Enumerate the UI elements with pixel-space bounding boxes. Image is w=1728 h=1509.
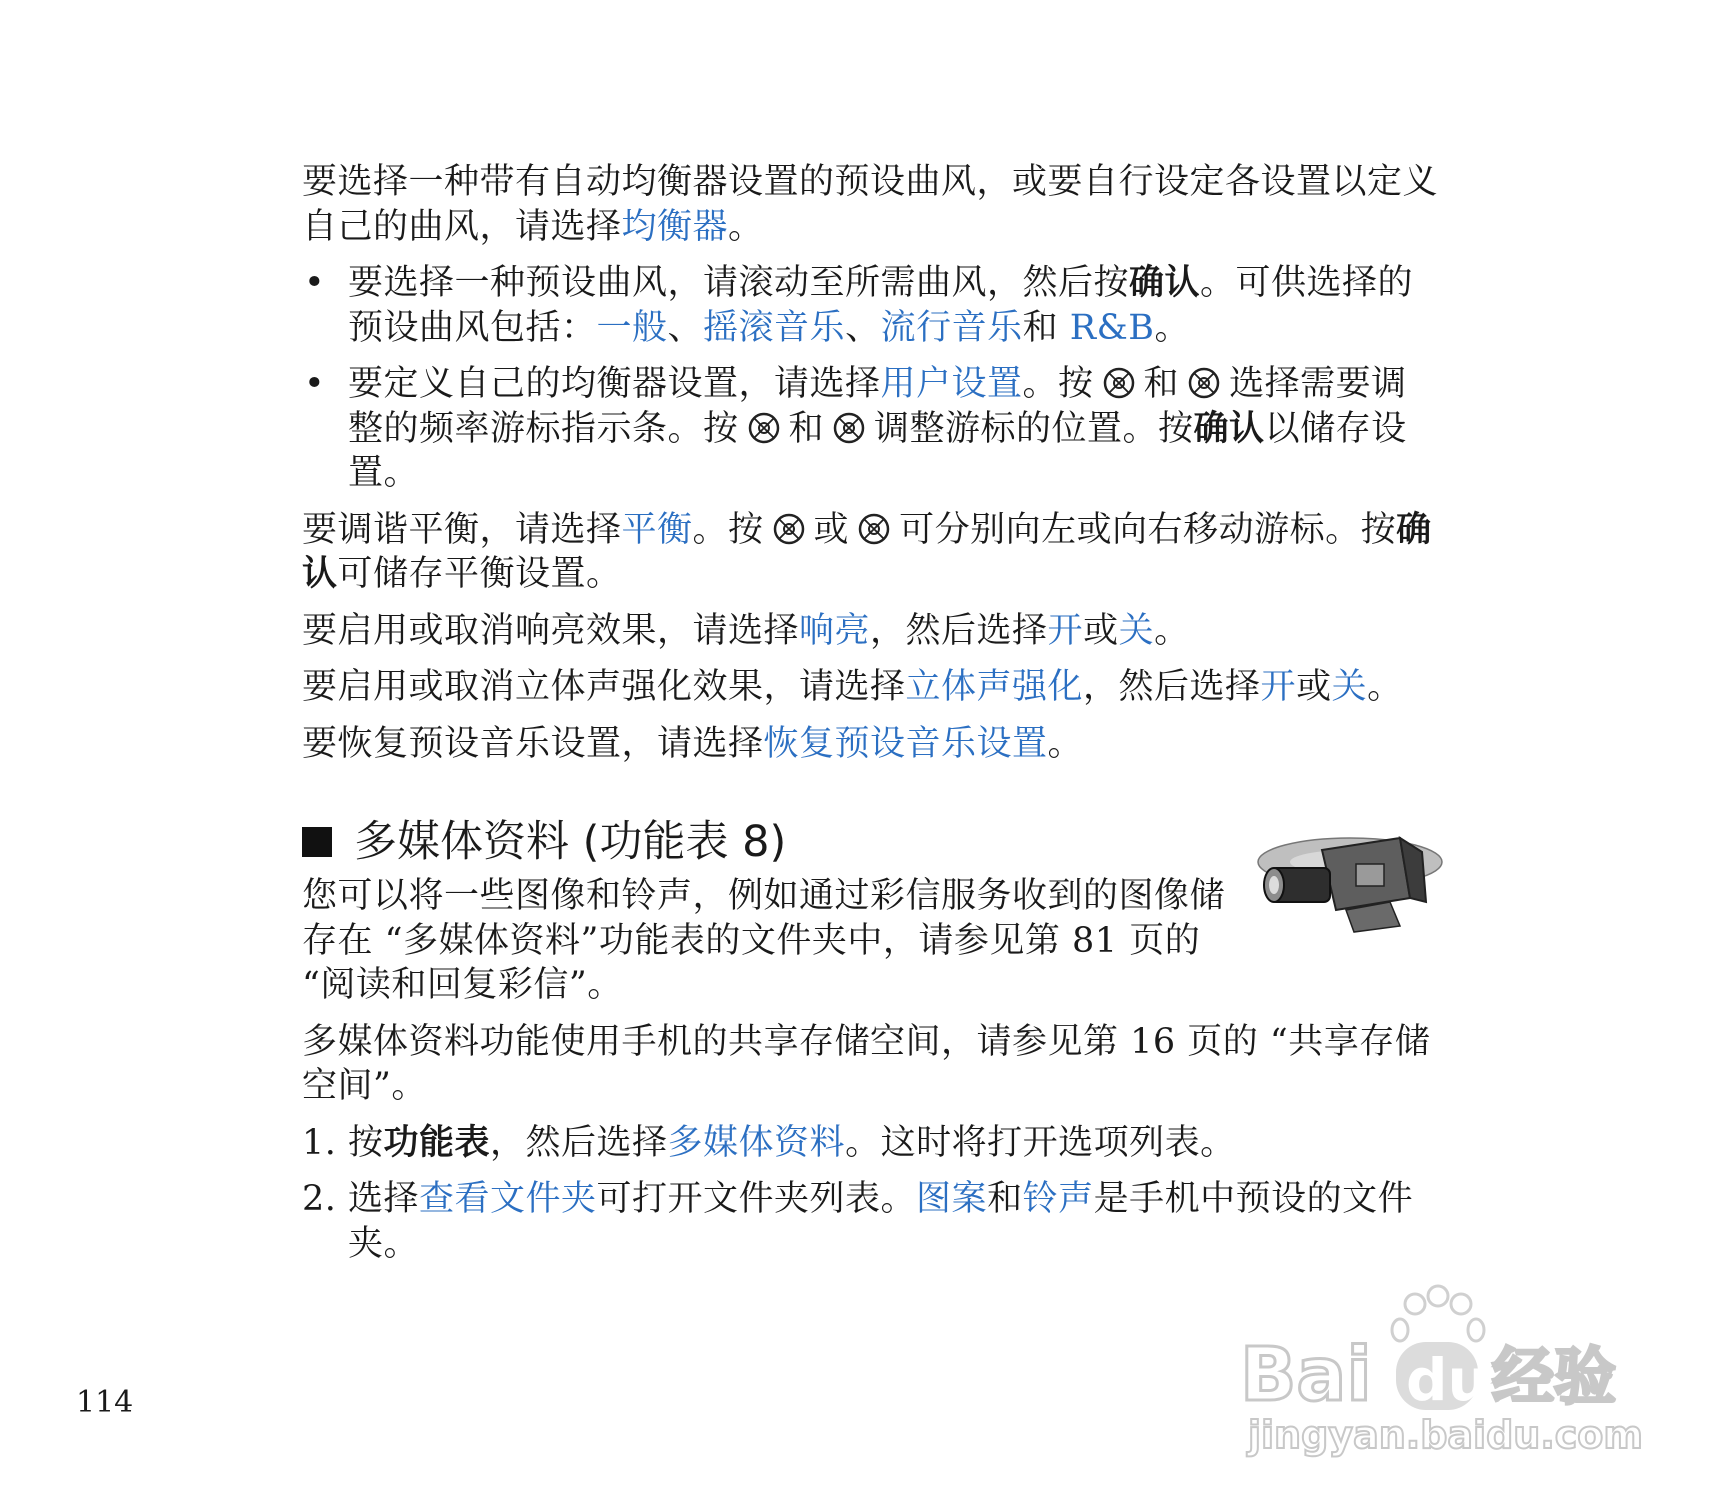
list-item xyxy=(302,261,1442,350)
text: 可储存平衡设置。 xyxy=(337,554,622,594)
text: 以储存设置。 xyxy=(348,408,1407,493)
text: 是手机中预设的文件夹。 xyxy=(348,1179,1414,1264)
text: 或 xyxy=(1296,667,1332,707)
text: 要选择一种带有自动均衡器设置的预设曲风，或要自行设定各设置以定义自己的曲风，请选择 xyxy=(302,162,1439,247)
text: ，然后选择 xyxy=(490,1122,668,1163)
text: 和 xyxy=(1143,364,1180,404)
view-folders-link[interactable]: 查看文件夹 xyxy=(419,1179,597,1219)
svg-text:du: du xyxy=(1406,1346,1489,1414)
text: 。可供选择的预设曲风包括： xyxy=(348,263,1414,348)
confirm-key-label: 确认 xyxy=(302,509,1432,594)
list-item xyxy=(302,1177,1442,1266)
text: 要启用或取消立体声强化效果，请选择 xyxy=(302,667,906,707)
equalizer-options-list xyxy=(302,261,1442,496)
equalizer-link[interactable]: 均衡器 xyxy=(621,206,729,247)
text: 要选择一种预设曲风，请滚动至所需曲风，然后按 xyxy=(348,263,1130,303)
text: ，然后选择 xyxy=(870,610,1048,651)
baidu-jingyan-watermark xyxy=(1230,1282,1650,1462)
text: 和 xyxy=(1022,307,1070,348)
navigation-key-icon xyxy=(832,411,866,445)
shared-memory-paragraph: 多媒体资料功能使用手机的共享存储空间，请参见第 16 页的 “共享存储空间”。 xyxy=(302,1021,1431,1106)
text: 要定义自己的均衡器设置，请选择 xyxy=(348,364,881,404)
text: 。 xyxy=(1047,723,1084,764)
equalizer-paragraph xyxy=(302,160,1442,249)
list-item xyxy=(302,362,1442,496)
gallery-link[interactable]: 多媒体资料 xyxy=(667,1122,846,1163)
preset-general-link[interactable]: 一般 xyxy=(596,307,668,348)
preset-pop-link[interactable]: 流行音乐 xyxy=(880,307,1023,348)
text: 和 xyxy=(987,1179,1023,1219)
page-content xyxy=(302,160,1442,1278)
text: 可分别向左或向右移动游标。按 xyxy=(899,509,1397,550)
text: 。 xyxy=(1154,307,1190,348)
text: ，然后选择 xyxy=(1083,667,1261,707)
balance-paragraph xyxy=(302,508,1442,597)
stereo-widening-link[interactable]: 立体声强化 xyxy=(905,667,1084,707)
preset-rock-link[interactable]: 摇滚音乐 xyxy=(703,307,846,348)
svg-text:Bai: Bai xyxy=(1240,1332,1372,1418)
tones-folder-link[interactable]: 铃声 xyxy=(1022,1179,1094,1219)
navigation-key-icon xyxy=(857,512,891,546)
off-link[interactable]: 关 xyxy=(1118,610,1155,651)
text: 。 xyxy=(1154,610,1190,651)
text: 要调谐平衡，请选择 xyxy=(302,509,622,550)
loudness-link[interactable]: 响亮 xyxy=(799,610,871,651)
text: 按 xyxy=(348,1122,384,1163)
navigation-key-icon xyxy=(1187,366,1221,400)
camera-icon xyxy=(1250,820,1445,935)
user-settings-link[interactable]: 用户设置 xyxy=(880,364,1023,404)
text: 选择需要调整的频率游标指示条。按 xyxy=(348,364,1407,449)
text: 。按 xyxy=(692,509,764,550)
on-link[interactable]: 开 xyxy=(1260,667,1297,707)
text: 和 xyxy=(788,408,825,449)
stereo-paragraph xyxy=(302,665,1442,710)
balance-link[interactable]: 平衡 xyxy=(621,509,693,550)
text: 。 xyxy=(1367,667,1403,707)
text: 、 xyxy=(667,307,704,348)
list-item xyxy=(302,1121,1442,1166)
svg-text:jingyan.baidu.com: jingyan.baidu.com xyxy=(1248,1413,1643,1457)
menu-key-label: 功能表 xyxy=(383,1122,491,1163)
graphics-folder-link[interactable]: 图案 xyxy=(916,1179,988,1219)
text: 选择 xyxy=(348,1179,420,1219)
text: 调整游标的位置。按 xyxy=(874,408,1194,449)
navigation-key-icon xyxy=(772,512,806,546)
text: 。这时将打开选项列表。 xyxy=(845,1122,1236,1163)
preset-rnb-link[interactable]: R&B xyxy=(1069,307,1155,348)
text: 可打开文件夹列表。 xyxy=(596,1179,917,1219)
on-link[interactable]: 开 xyxy=(1047,610,1084,651)
gallery-intro-paragraph: 您可以将一些图像和铃声，例如通过彩信服务收到的图像储存在 “多媒体资料”功能表的文件夹中，请参见第 81 页的 “阅读和回复彩信”。 xyxy=(302,876,1226,1005)
step-number: 2. xyxy=(302,1179,337,1219)
text: 或 xyxy=(813,509,850,550)
loudness-paragraph xyxy=(302,609,1442,654)
confirm-key-label: 确认 xyxy=(1129,263,1201,303)
text: 。 xyxy=(728,206,764,247)
text: 。按 xyxy=(1022,364,1094,404)
svg-text:经验: 经验 xyxy=(1492,1340,1617,1413)
confirm-key-label: 确认 xyxy=(1193,408,1265,449)
square-bullet-icon xyxy=(302,827,332,857)
off-link[interactable]: 关 xyxy=(1331,667,1368,707)
navigation-key-icon xyxy=(747,411,781,445)
step-number: 1. xyxy=(302,1122,337,1163)
page-number: 114 xyxy=(76,1385,134,1420)
steps-list xyxy=(302,1121,1442,1267)
text: 要启用或取消响亮效果，请选择 xyxy=(302,610,800,651)
text: 、 xyxy=(845,307,881,348)
navigation-key-icon xyxy=(1102,366,1136,400)
section-title: 多媒体资料 (功能表 8) xyxy=(354,817,787,867)
text: 或 xyxy=(1083,610,1119,651)
restore-music-settings-link[interactable]: 恢复预设音乐设置 xyxy=(763,723,1048,764)
text: 要恢复预设音乐设置，请选择 xyxy=(302,723,764,764)
restore-paragraph xyxy=(302,722,1442,767)
